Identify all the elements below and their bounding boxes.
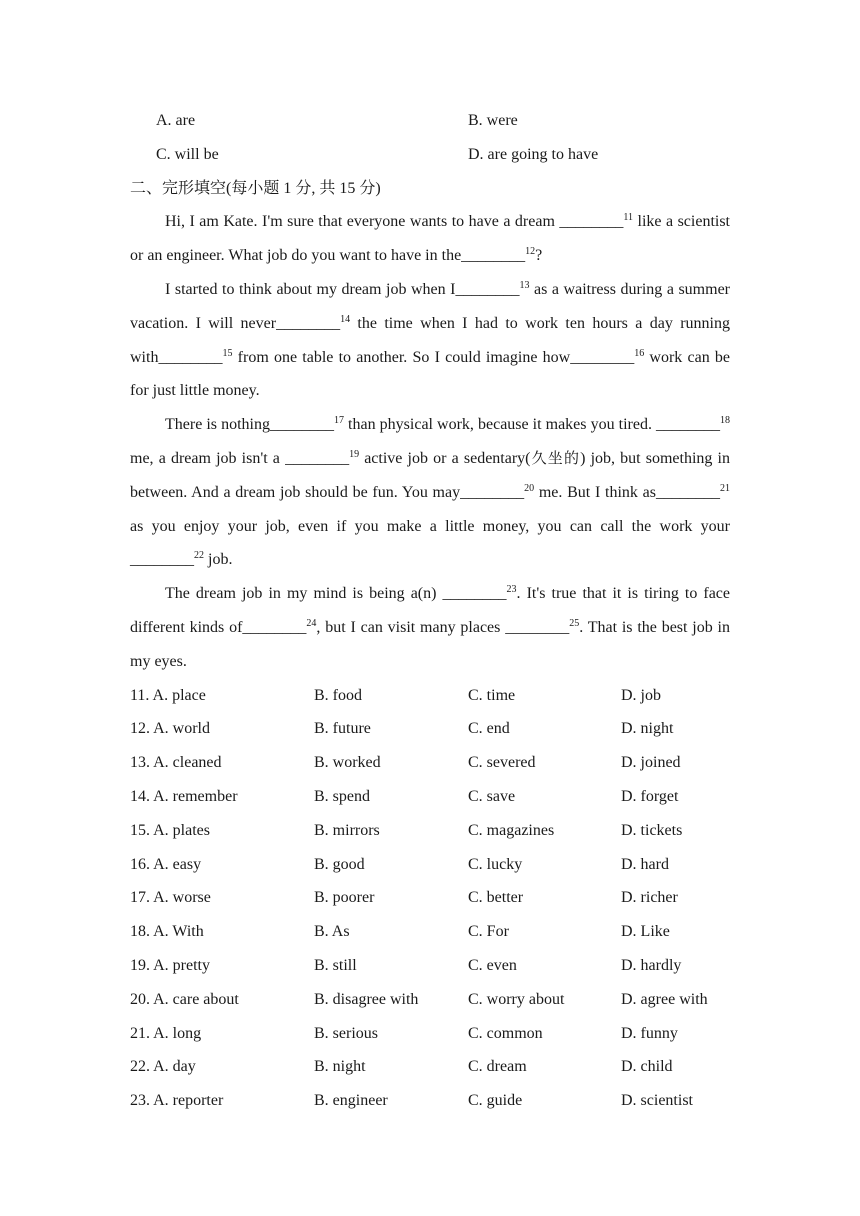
option-b: B. food (314, 686, 362, 704)
previous-question-options (130, 104, 730, 172)
option-b: B. mirrors (314, 821, 380, 839)
blank-12: ________ (461, 247, 526, 265)
blank-number-13: 13 (519, 279, 530, 291)
question-row-12 (130, 712, 730, 746)
option-d: D. hard (621, 855, 669, 873)
option-c: C. time (468, 686, 516, 704)
blank-number-18: 18 (720, 415, 731, 427)
option-a: 15. A. plates (130, 821, 210, 839)
question-row-22 (130, 1050, 730, 1084)
passage-paragraph-1: Hi, I am Kate. I'm sure that everyone wants to have a dream ________$^{11}$ like a scientist or an engineer. What job do you want to have in the________$^{12}$? (130, 212, 730, 265)
option-a: A. are (156, 112, 196, 129)
passage-paragraph-4: The dream job in my mind is being a(n) ________$^{23}$. It's true that it is tiring to face different kinds of________$^{24}$, but I can visit many places ________$^{25}$. That is the best job in my eyes. (130, 584, 730, 670)
option-c: C. severed (468, 754, 536, 772)
option-a: 23. A. reporter (130, 1092, 224, 1110)
option-c: C. will be (156, 145, 219, 163)
option-b: B. spend (314, 787, 370, 805)
option-d: D. Like (621, 923, 670, 941)
option-a: 18. A. With (130, 923, 204, 941)
option-a: 22. A. day (130, 1058, 196, 1076)
option-b: B. poorer (314, 889, 375, 907)
option-a: 17. A. worse (130, 889, 211, 907)
blank-number-25: 25 (569, 617, 580, 629)
option-c: C. save (468, 787, 516, 805)
blank-18: ________ (656, 416, 721, 434)
option-b: B. night (314, 1058, 366, 1076)
blank-20: ________ (460, 483, 525, 501)
option-c: C. common (468, 1024, 543, 1042)
question-row-23 (130, 1084, 730, 1118)
blank-number-22: 22 (194, 550, 204, 562)
option-b: B. were (468, 112, 518, 129)
blank-number-24: 24 (306, 617, 317, 629)
option-c: C. lucky (468, 855, 523, 873)
question-row-14 (130, 780, 730, 814)
option-d: D. hardly (621, 956, 682, 974)
option-b: B. engineer (314, 1092, 388, 1110)
option-d: D. agree with (621, 990, 708, 1008)
blank-23: ________ (442, 585, 507, 603)
option-b: B. disagree with (314, 990, 419, 1008)
blank-24: ________ (242, 618, 307, 636)
question-options (130, 679, 730, 1118)
question-row-19 (130, 949, 730, 983)
blank-11: ________ (559, 213, 624, 231)
question-row-20 (130, 983, 730, 1017)
question-row-18 (130, 915, 730, 949)
option-b: B. worked (314, 754, 381, 772)
option-b: B. future (314, 720, 371, 738)
exam-page (130, 104, 730, 1118)
option-d: D. night (621, 720, 674, 738)
blank-number-16: 16 (634, 347, 645, 359)
section-title: 二、完形填空(每小题 1 分, 共 15 分) (130, 179, 381, 197)
blank-19: ________ (285, 449, 350, 467)
blank-number-11: 11 (623, 212, 634, 224)
option-b: B. As (314, 923, 350, 941)
option-c: C. guide (468, 1092, 523, 1110)
option-c: C. even (468, 956, 517, 974)
option-a: 20. A. care about (130, 990, 239, 1008)
blank-25: ________ (505, 618, 570, 636)
question-row-11 (130, 679, 730, 713)
blank-16: ________ (570, 348, 635, 366)
option-d: D. scientist (621, 1092, 693, 1110)
option-b: B. still (314, 956, 357, 974)
option-a: 19. A. pretty (130, 956, 210, 974)
blank-number-17: 17 (334, 415, 344, 427)
question-row-15 (130, 814, 730, 848)
blank-21: ________ (656, 483, 720, 501)
blank-number-14: 14 (340, 313, 351, 325)
option-a: 11. A. place (130, 686, 206, 704)
option-d: D. joined (621, 754, 681, 772)
blank-17: ________ (270, 416, 334, 434)
blank-number-21: 21 (720, 482, 730, 494)
question-row-21 (130, 1017, 730, 1051)
option-a: 12. A. world (130, 720, 210, 738)
option-c: C. better (468, 889, 524, 907)
blank-number-12: 12 (525, 246, 536, 258)
option-row (130, 138, 730, 172)
passage-paragraph-2: I started to think about my dream job when I________$^{13}$ as a waitress during a summer vacation. I will never________$^{14}$ the time when I had to work ten hours a day running with________$^{15}$ from one table to another. So I could imagine how________$^{16}$ work can be for just little money. (130, 279, 731, 400)
blank-14: ________ (276, 314, 341, 332)
option-d: D. tickets (621, 821, 683, 839)
option-b: B. good (314, 855, 365, 873)
option-d: D. funny (621, 1024, 678, 1042)
option-d: D. forget (621, 787, 679, 805)
blank-number-23: 23 (506, 584, 517, 596)
question-row-17 (130, 881, 730, 915)
option-d: D. job (621, 686, 661, 704)
option-c: C. For (468, 923, 509, 941)
option-d: D. richer (621, 889, 678, 907)
question-row-16 (130, 848, 730, 882)
blank-13: ________ (455, 280, 520, 298)
option-a: 13. A. cleaned (130, 754, 222, 772)
option-c: C. dream (468, 1058, 527, 1076)
option-c: C. end (468, 720, 510, 738)
chinese-gloss: 久坐的 (530, 448, 581, 467)
blank-number-15: 15 (222, 347, 233, 359)
option-c: C. magazines (468, 821, 555, 839)
blank-22: ________ (130, 551, 194, 569)
option-a: 21. A. long (130, 1024, 202, 1042)
option-c: C. worry about (468, 990, 565, 1008)
blank-15: ________ (158, 348, 223, 366)
option-d: D. child (621, 1058, 673, 1076)
option-row (130, 104, 730, 138)
option-a: 16. A. easy (130, 855, 202, 873)
option-d: D. are going to have (468, 145, 599, 163)
blank-number-19: 19 (349, 448, 360, 460)
blank-number-20: 20 (524, 482, 535, 494)
option-b: B. serious (314, 1024, 378, 1042)
passage-paragraph-3: There is nothing________$^{17}$ than physical work, because it makes you tired. ________$^{18}$ me, a dream job isn't a ________$^{19}$ active job or a sedentary(久坐的) job, but something in between. And a dream job should be fun. You may________$^{20}$ me. But I think as________$^{21}$ as you enjoy your job, even if you make a little money, you can call the work your ________$^{22}$ job. (130, 415, 731, 569)
option-a: 14. A. remember (130, 787, 238, 805)
question-row-13 (130, 746, 730, 780)
